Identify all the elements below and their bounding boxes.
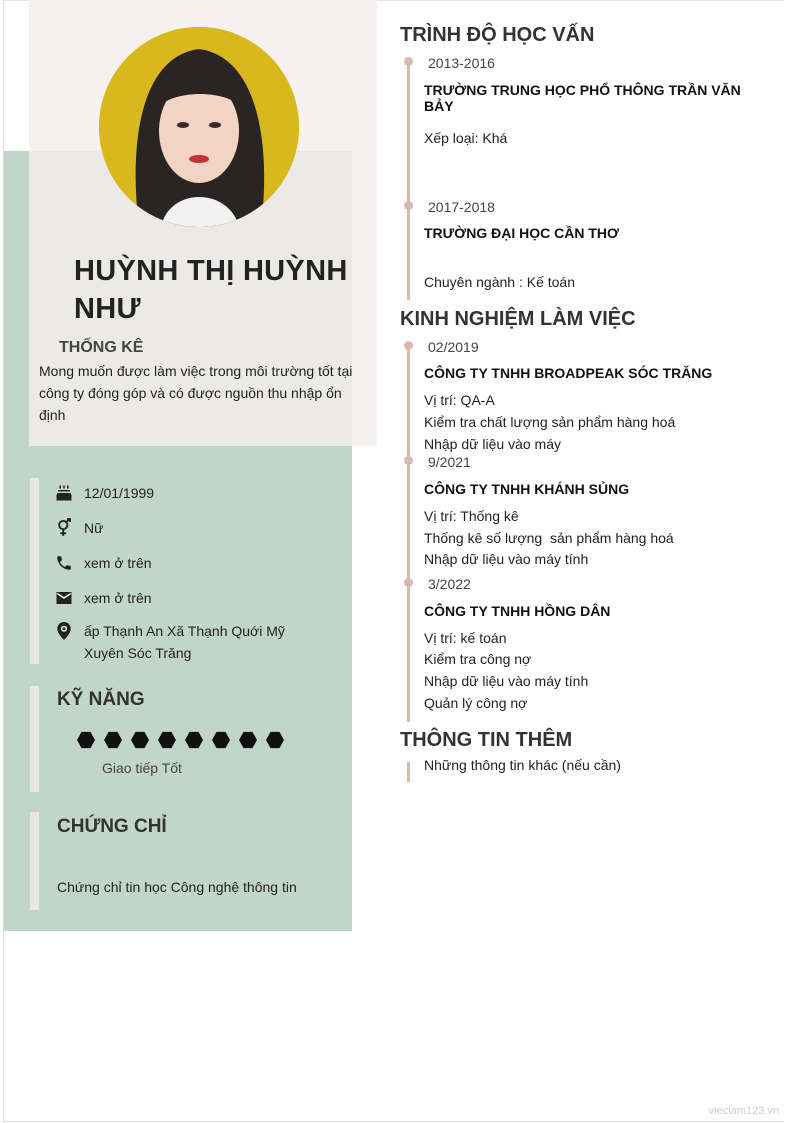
email-icon — [54, 587, 74, 609]
timeline-dot — [404, 456, 413, 465]
skill-level-dot — [158, 731, 176, 749]
skill-level-dot — [266, 731, 284, 749]
skill-level-dot — [212, 731, 230, 749]
certificates-accent-bar — [30, 812, 39, 910]
location-pin-icon — [54, 620, 74, 642]
experience-detail: Nhập dữ liệu vào máy — [424, 436, 561, 452]
education-school: TRƯỜNG ĐẠI HỌC CẦN THƠ — [424, 225, 619, 241]
skills-title: KỸ NĂNG — [57, 689, 145, 710]
birthday-value: 12/01/1999 — [84, 485, 155, 501]
gender-icon — [54, 517, 74, 539]
email-value: xem ở trên — [84, 590, 152, 606]
experience-detail: Vị trí: kế toán — [424, 630, 507, 646]
skill-level-dot — [104, 731, 122, 749]
experience-detail: Vị trí: Thống kê — [424, 508, 519, 524]
education-detail: Xếp loại: Khá — [424, 130, 508, 146]
timeline-dot — [404, 57, 413, 66]
address-value: ấp Thạnh An Xã Thạnh Quới Mỹ Xuyên Sóc Trăng — [84, 623, 285, 661]
phone-value: xem ở trên — [84, 555, 152, 571]
timeline-dot — [404, 341, 413, 350]
education-period: 2017-2018 — [428, 199, 495, 215]
certificates-title: CHỨNG CHỈ — [57, 816, 167, 837]
experience-detail: Vị trí: QA-A — [424, 392, 495, 408]
additional-info-title: THÔNG TIN THÊM — [400, 729, 573, 751]
experience-detail: Kiểm tra công nợ — [424, 651, 532, 667]
experience-company: CÔNG TY TNHH BROADPEAK SÓC TRĂNG — [424, 365, 713, 381]
skill-level-dot — [185, 731, 203, 749]
experience-period: 3/2022 — [428, 576, 471, 592]
experience-detail: Nhập dữ liệu vào máy tính — [424, 673, 589, 689]
timeline-dot — [404, 578, 413, 587]
education-title: TRÌNH ĐỘ HỌC VẤN — [400, 24, 595, 46]
education-detail: Chuyên ngành : Kế toán — [424, 274, 576, 290]
phone-icon — [54, 552, 74, 574]
contact-accent-bar — [30, 478, 39, 664]
experience-period: 02/2019 — [428, 339, 479, 355]
additional-timeline — [407, 762, 410, 782]
skills-accent-bar — [30, 686, 39, 792]
skill-level-dot — [239, 731, 257, 749]
candidate-name: HUỲNH THỊ HUỲNH NHƯ — [74, 255, 348, 325]
contact-email — [54, 587, 324, 609]
watermark: vieclam123.vn — [708, 1105, 779, 1117]
skill-rating — [77, 731, 293, 749]
contact-gender — [54, 517, 324, 539]
gender-value: Nữ — [84, 520, 104, 536]
experience-detail: Nhập dữ liệu vào máy tính — [424, 551, 589, 567]
education-period: 2013-2016 — [428, 55, 495, 71]
experience-detail: Thống kê số lượng sản phẩm hàng hoá — [424, 530, 674, 546]
contact-address — [54, 620, 324, 664]
experience-detail: Kiểm tra chất lượng sản phẩm hàng hoá — [424, 414, 676, 430]
skill-label: Giao tiếp Tốt — [102, 760, 182, 776]
experience-title: KINH NGHIỆM LÀM VIỆC — [400, 308, 636, 330]
skill-level-dot — [131, 731, 149, 749]
birthday-cake-icon — [54, 482, 74, 504]
experience-company: CÔNG TY TNHH HỒNG DÂN — [424, 603, 611, 619]
contact-birthday — [54, 482, 324, 504]
experience-period: 9/2021 — [428, 454, 471, 470]
additional-info-text: Những thông tin khác (nếu cần) — [424, 757, 621, 773]
avatar — [99, 27, 299, 227]
job-title: THỐNG KÊ — [59, 339, 144, 356]
experience-timeline — [407, 344, 410, 722]
certificate-item: Chứng chỉ tin học Công nghệ thông tin — [57, 879, 297, 895]
education-school: TRƯỜNG TRUNG HỌC PHỔ THÔNG TRẦN VĂN BẢY — [424, 82, 741, 114]
career-objective: Mong muốn được làm việc trong môi trường tốt tại công ty đóng góp và có được nguồn thu nhập ổn định — [39, 363, 353, 423]
timeline-dot — [404, 201, 413, 210]
education-timeline — [407, 60, 410, 300]
skill-level-dot — [77, 731, 95, 749]
experience-detail: Quản lý công nợ — [424, 695, 528, 711]
contact-phone — [54, 552, 324, 574]
experience-company: CÔNG TY TNHH KHÁNH SỦNG — [424, 481, 630, 497]
